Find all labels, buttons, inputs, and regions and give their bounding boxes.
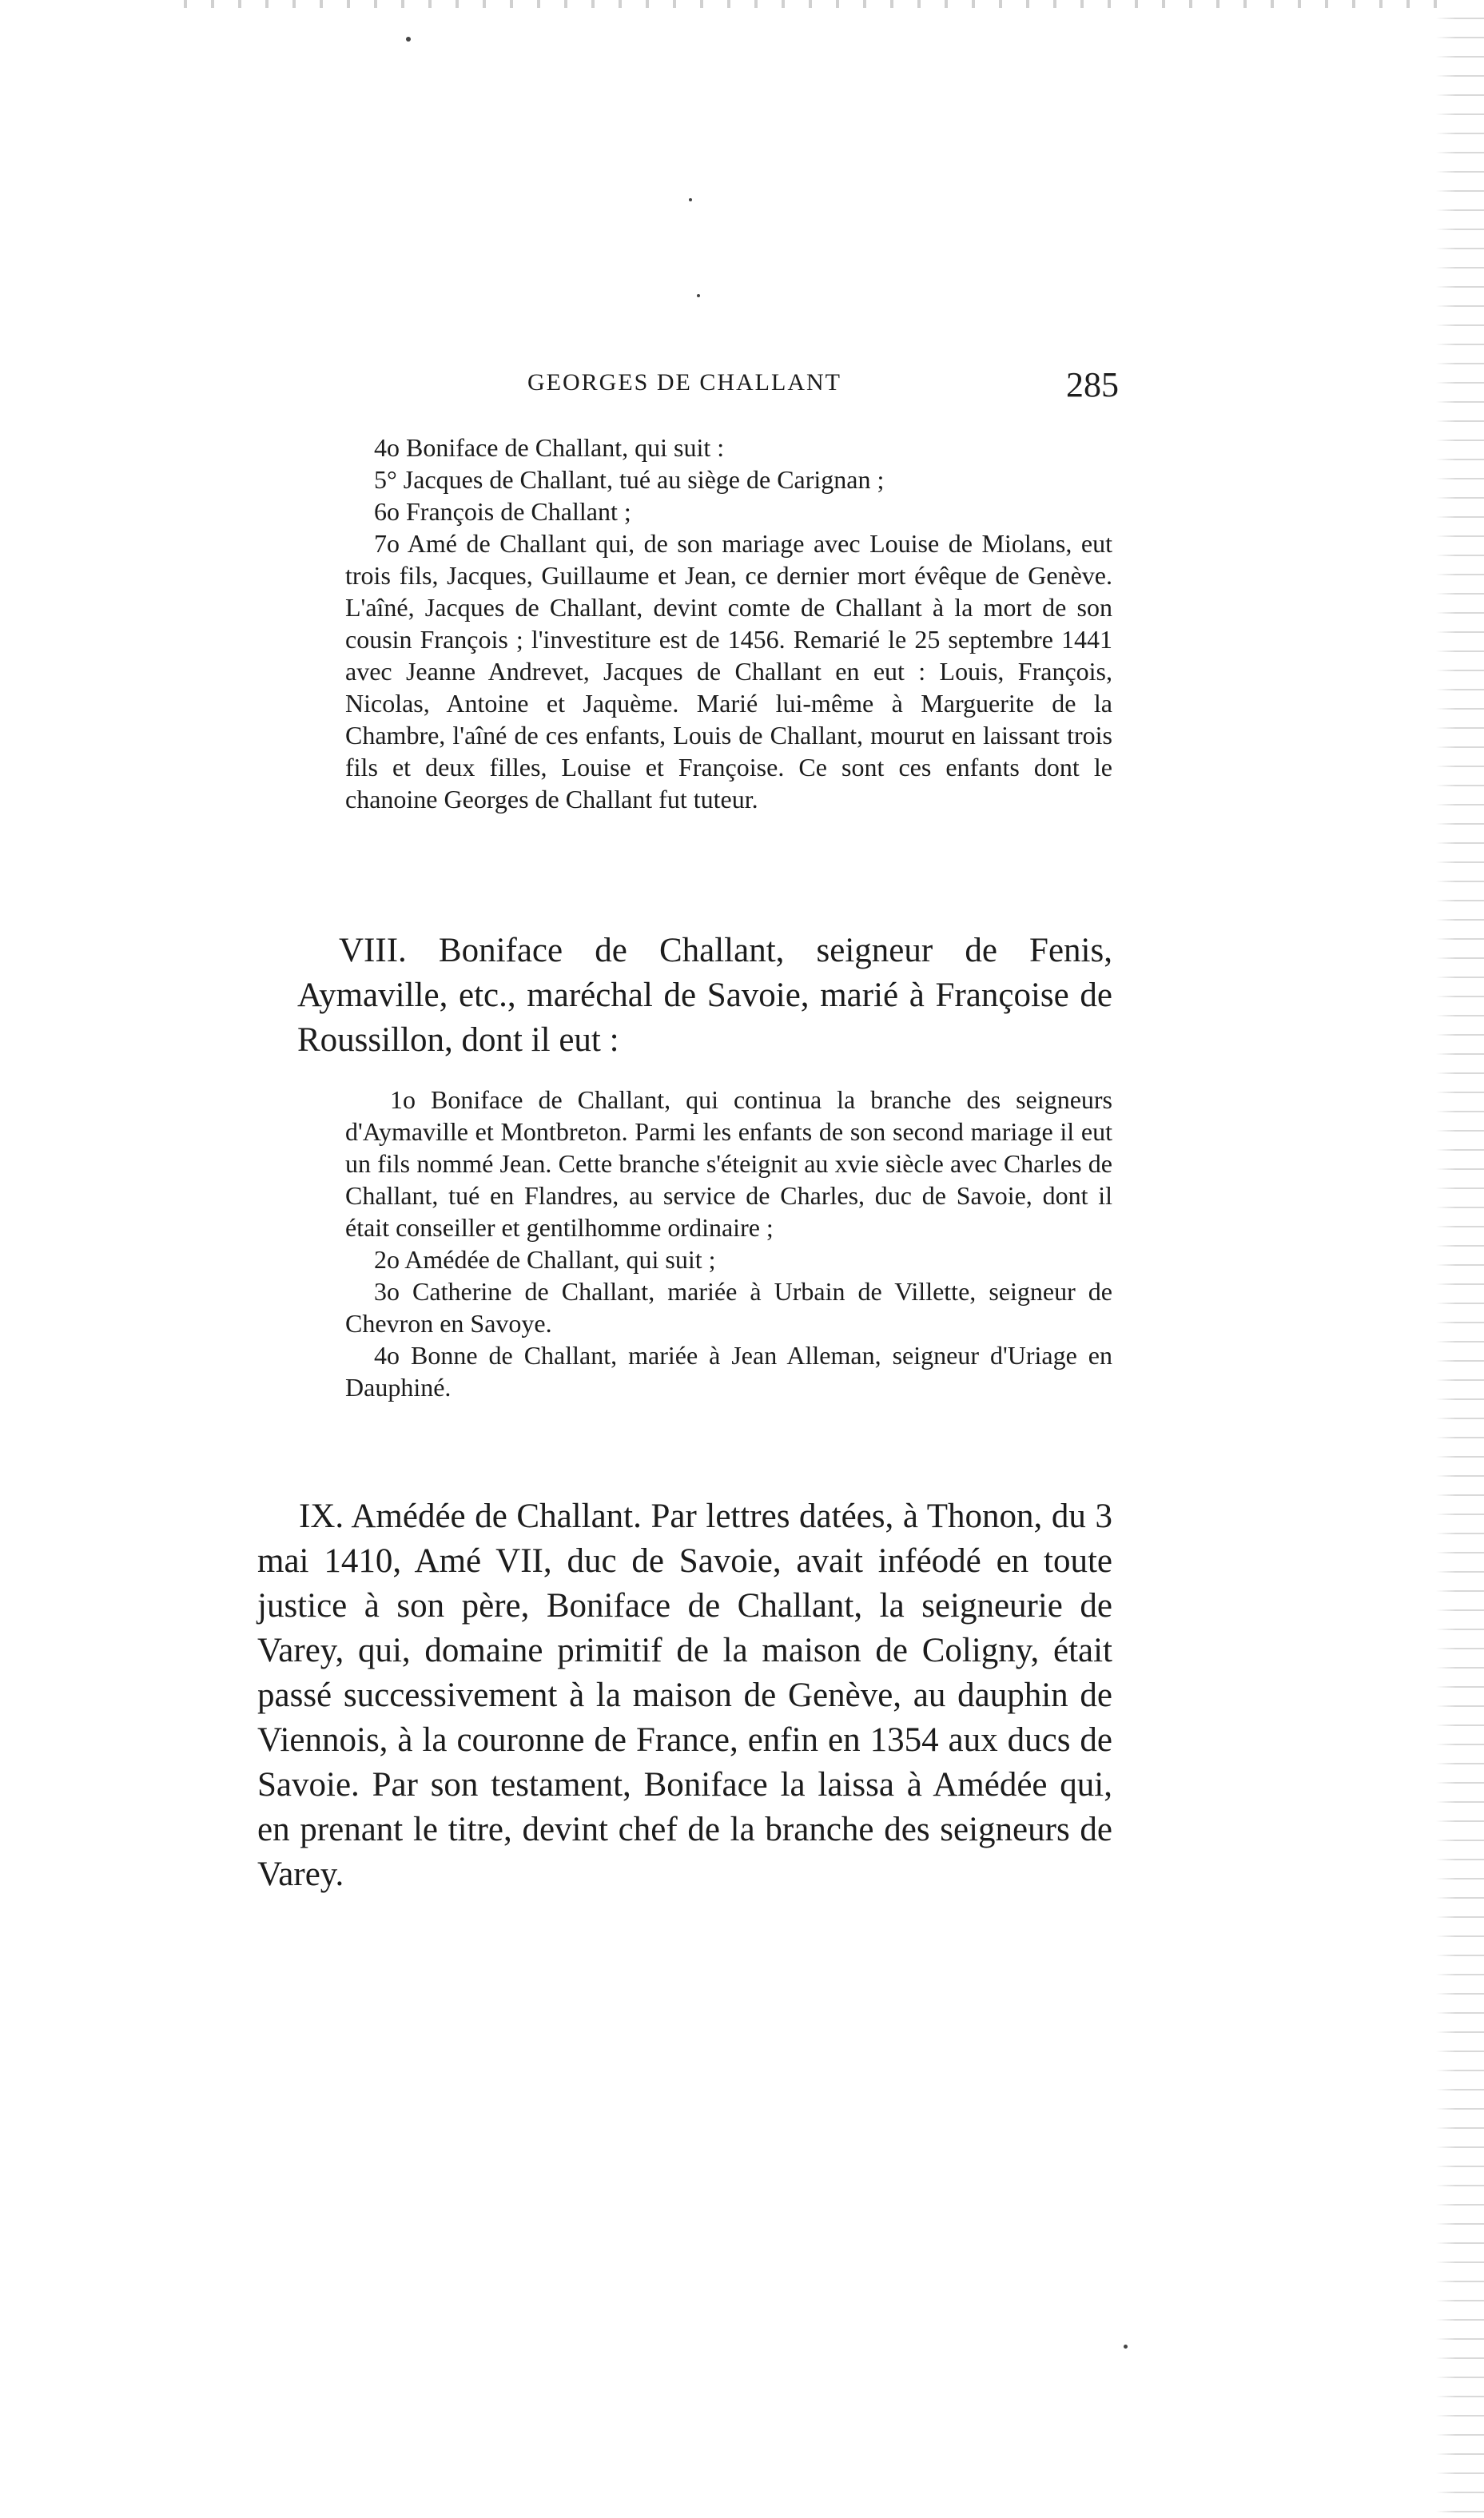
section-ix-paragraph: IX. Amédée de Challant. Par lettres datées, à Thonon, du 3 mai 1410, Amé VII, duc de Savoie, avait inféodé en toute justice à son père, Boniface de Challant, la seigneurie de Varey, qui, domaine primitif de la maison de Coligny, était passé successivement à la maison de Genève, au dauphin de Viennois, à la couronne de France, enfin en 1354 aux ducs de Savoie. Par son testament, Boniface la laissa à Amédée qui, en prenant le titre, devint chef de la branche des seigneurs de Varey. <box>257 1498 1112 1893</box>
list-item: 2o Amédée de Challant, qui suit ; <box>374 1245 716 1274</box>
scan-edge-top <box>160 0 1438 8</box>
running-title: GEORGES DE CHALLANT <box>527 369 841 396</box>
page-number: 285 <box>1066 365 1119 404</box>
children-list-2 <box>345 1084 1112 1403</box>
list-item: 7o Amé de Challant qui, de son mariage avec Louise de Miolans, eut trois fils, Jacques, Guillaume et Jean, ce dernier mort évêque de Genève. L'aîné, Jacques de Challant, devint comte de Challant à la mort de son cousin François ; l'investiture est de 1456. Remarié le 25 septembre 1441 avec Jeanne Andrevet, Jacques de Challant en eut : Louis, François, Nicolas, Antoine et Jaquème. Marié lui-même à Marguerite de la Chambre, l'aîné de ces enfants, Louis de Challant, mourut en laissant trois fils et deux filles, Louise et Françoise. Ce sont ces enfants dont le chanoine Georges de Challant fut tuteur. <box>345 529 1112 813</box>
scan-speck <box>697 294 700 297</box>
list-item: 4o Boniface de Challant, qui suit : <box>374 433 725 462</box>
scan-edge-right <box>1436 0 1484 2518</box>
section-viii <box>297 929 1112 1063</box>
list-item: 5° Jacques de Challant, tué au siège de Carignan ; <box>374 465 885 494</box>
list-item: 6o François de Challant ; <box>374 497 631 526</box>
list-item: 3o Catherine de Challant, mariée à Urbain de Villette, seigneur de Chevron en Savoye. <box>345 1277 1112 1338</box>
scan-speck <box>406 37 411 42</box>
section-ix <box>257 1494 1112 1897</box>
list-item: 1o Boniface de Challant, qui continua la branche des seigneurs d'Aymaville et Montbreton. Parmi les enfants de son second mariage il eut un fils nommé Jean. Cette branche s'éteignit au xvie siècle avec Charles de Challant, tué en Flandres, au service de Charles, duc de Savoie, dont il était conseiller et gentilhomme ordinaire ; <box>345 1085 1112 1242</box>
children-list-1 <box>345 432 1112 815</box>
section-viii-paragraph: VIII. Boniface de Challant, seigneur de Fenis, Aymaville, etc., maréchal de Savoie, marié à Françoise de Roussillon, dont il eut : <box>297 932 1112 1059</box>
scan-speck <box>689 198 692 201</box>
page-header <box>527 365 1119 414</box>
scan-speck <box>1124 2345 1128 2349</box>
list-item: 4o Bonne de Challant, mariée à Jean Alleman, seigneur d'Uriage en Dauphiné. <box>345 1341 1112 1402</box>
